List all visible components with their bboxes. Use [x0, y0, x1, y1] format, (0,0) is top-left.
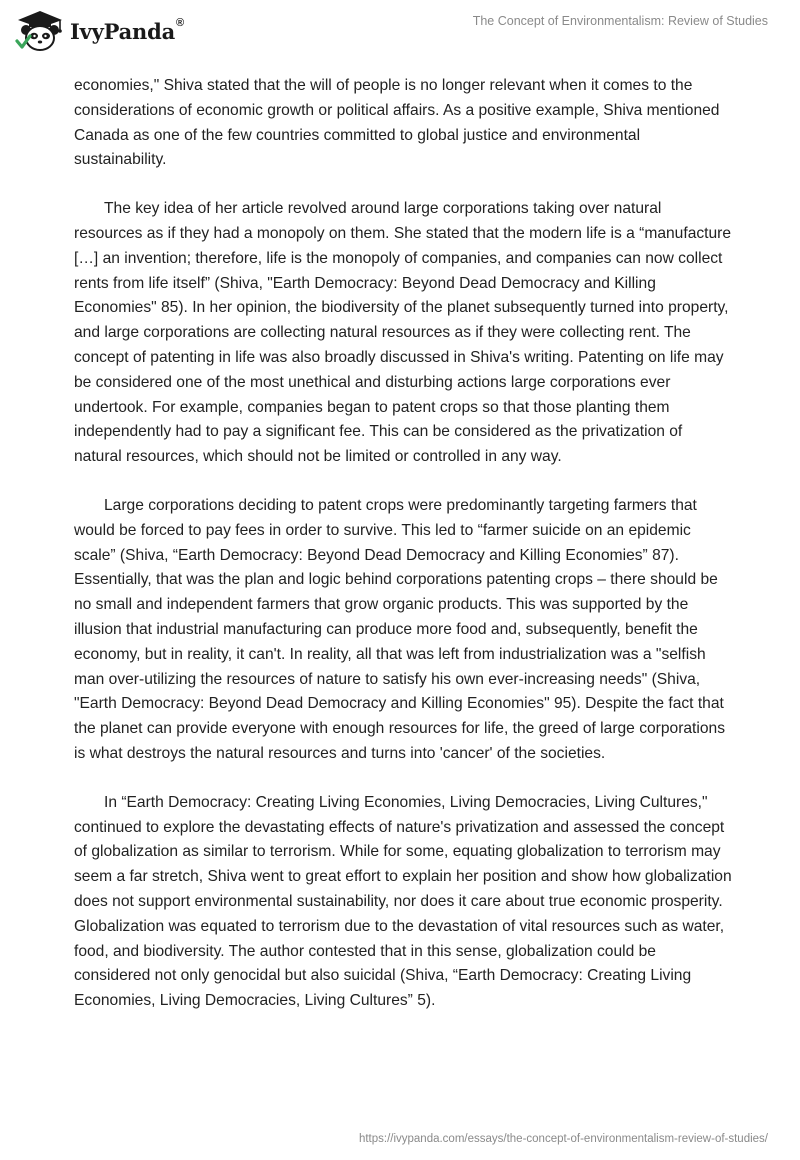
registered-mark: ® [176, 16, 184, 29]
paragraph-2: The key idea of her article revolved around large corporations taking over natural resources as if they had a monopoly on them. She stated that the modern life is a “manufacture […] an invention; therefore, life is the monopoly of companies, and companies can now collect rents from life itself” (Shiva, "Earth Democracy: Beyond Dead Democracy and Killing Economies" 85). In her opinion, the biodiversity of the planet subsequently turned into property, and large corporations are collecting natural resources as if they were collecting rent. The concept of patenting in life was also broadly discussed in Shiva's writing. Patenting on life may be considered one of the most unethical and disturbing actions large corporations ever undertook. For example, companies began to patent crops so that those planting them independently had to pay a significant fee. This can be considered as the privatization of natural resources, which should not be limited or controlled in any way. [74, 200, 732, 466]
paragraph-3: Large corporations deciding to patent crops were predominantly targeting farmers that would be forced to pay fees in order to survive. This led to “farmer suicide on an epidemic scale” (Shiva, “Earth Democracy: Beyond Dead Democracy and Killing Economies” 87). Essentially, that was the plan and logic behind corporations patenting crops – there should be no small and independent farmers that grow organic products. This was supported by the illusion that industrial manufacturing can produce more food and, subsequently, benefit the economy, but in reality, it can't. In reality, all that was left from industrialization was a "selfish man over-utilizing the resources of nature to satisfy his own ever-increasing needs" (Shiva, "Earth Democracy: Beyond Dead Democracy and Killing Economies" 95). Despite the fact that the planet can provide everyone with enough resources for life, the greed of large corporations is what destroys the natural resources and turns into 'cancer' of the societies. [74, 496, 726, 762]
brand-name-text: IvyPanda [70, 18, 176, 44]
ivypanda-logo[interactable] [14, 8, 184, 54]
document-title: The Concept of Environmentalism: Review of Studies [472, 14, 768, 28]
source-url[interactable]: https://ivypanda.com/essays/the-concept-of-environmentalism-review-of-studies/ [358, 1133, 768, 1145]
page-header [0, 0, 800, 60]
brand-name [70, 16, 184, 44]
panda-graduation-cap-icon [14, 8, 66, 54]
paragraph-4: In “Earth Democracy: Creating Living Economies, Living Democracies, Living Cultures," continued to explore the devastating effects of nature's privatization and assessed the concept of globalization as similar to terrorism. While for some, equating globalization to terrorism may seem a far stretch, Shiva went to great effort to explain her position and show how globalization does not support environmental sustainability, nor does it care about true economic prosperity. Globalization was equated to terrorism due to the devastation of vital resources such as water, food, and biodiversity. The author contested that in this sense, globalization could be considered not only genocidal but also suicidal (Shiva, “Earth Democracy: Creating Living Economies, Living Democracies, Living Cultures” 5). [74, 793, 732, 1010]
essay-body [74, 74, 734, 1038]
paragraph-1: economies," Shiva stated that the will of people is no longer relevant when it comes to the considerations of economic growth or political affairs. As a positive example, Shiva mentioned Canada as one of the few countries committed to global justice and environmental sustainability. [74, 77, 720, 169]
